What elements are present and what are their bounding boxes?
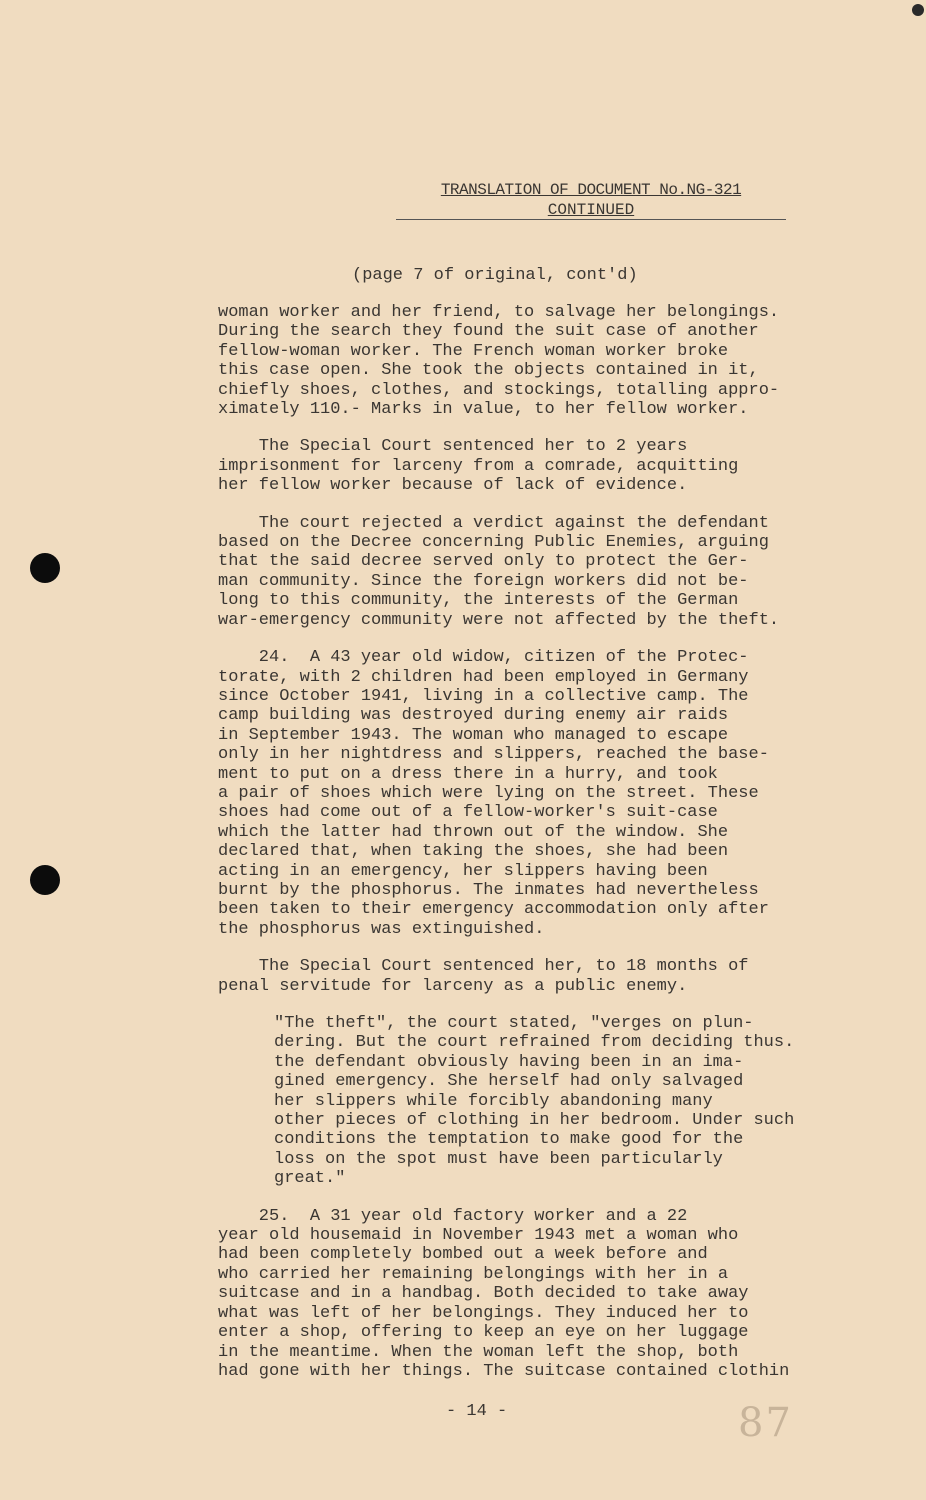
page-reference: (page 7 of original, cont'd)	[352, 266, 638, 285]
document-header	[396, 180, 786, 220]
text-line: suitcase and in a handbag. Both decided to take away	[218, 1284, 749, 1304]
header-title-line1: TRANSLATION OF DOCUMENT No.NG-321	[440, 181, 742, 199]
text-line: declared that, when taking the shoes, she had been	[218, 842, 729, 862]
text-line: dering. But the court refrained from deciding thus.	[274, 1033, 795, 1053]
paragraph	[218, 1207, 878, 1382]
text-line: penal servitude for larceny as a public enemy.	[218, 976, 688, 996]
punch-hole-lower	[30, 865, 60, 895]
text-line: had been completely bombed out a week before and	[218, 1245, 708, 1265]
text-line: had gone with her things. The suitcase contained clothin	[218, 1361, 790, 1381]
text-line: based on the Decree concerning Public Enemies, arguing	[218, 533, 769, 553]
text-line: The Special Court sentenced her to 2 years	[218, 437, 688, 457]
text-line: camp building was destroyed during enemy air raids	[218, 706, 729, 726]
text-line: only in her nightdress and slippers, reached the base-	[218, 745, 769, 765]
page-number: - 14 -	[446, 1402, 508, 1421]
text-line: gined emergency. She herself had only salvaged	[274, 1072, 744, 1092]
text-line: ment to put on a dress there in a hurry, and took	[218, 764, 718, 784]
text-line: that the said decree served only to protect the Ger-	[218, 552, 749, 572]
text-line: what was left of her belongings. They induced her to	[218, 1303, 749, 1323]
text-line: enter a shop, offering to keep an eye on her luggage	[218, 1323, 749, 1343]
text-line: During the search they found the suit case of another	[218, 322, 759, 342]
paragraph	[218, 303, 878, 419]
handwritten-page-number: 87	[738, 1400, 793, 1446]
text-line: conditions the temptation to make good for the	[274, 1130, 744, 1150]
header-title-line2: CONTINUED	[547, 201, 635, 219]
text-line: 25. A 31 year old factory worker and a 22	[218, 1206, 688, 1226]
text-line: 24. A 43 year old widow, citizen of the Protec-	[218, 648, 749, 668]
text-line: torate, with 2 children had been employed in Germany	[218, 667, 749, 687]
text-line: this case open. She took the objects contained in it,	[218, 361, 759, 381]
text-line: the defendant obviously having been in an ima-	[274, 1052, 744, 1072]
text-line: loss on the spot must have been particularly	[274, 1149, 723, 1169]
text-line: ximately 110.- Marks in value, to her fellow worker.	[218, 400, 749, 420]
quoted-paragraph	[274, 1014, 878, 1189]
paragraph	[218, 437, 878, 495]
text-line: acting in an emergency, her slippers having been	[218, 861, 708, 881]
header-rule	[396, 219, 786, 220]
body-text	[218, 303, 878, 1399]
text-line: been taken to their emergency accommodation only after	[218, 900, 769, 920]
text-line: shoes had come out of a fellow-worker's suit-case	[218, 803, 718, 823]
text-line: man community. Since the foreign workers did not be-	[218, 571, 749, 591]
text-line: long to this community, the interests of the German	[218, 591, 739, 611]
paragraph	[218, 648, 878, 939]
text-line: other pieces of clothing in her bedroom. Under such	[274, 1111, 795, 1131]
text-line: imprisonment for larceny from a comrade, acquitting	[218, 456, 739, 476]
text-line: The court rejected a verdict against the defendant	[218, 513, 769, 533]
text-line: year old housemaid in November 1943 met a woman who	[218, 1226, 739, 1246]
corner-mark	[912, 4, 924, 16]
text-line: The Special Court sentenced her, to 18 months of	[218, 957, 749, 977]
text-line: which the latter had thrown out of the window. She	[218, 822, 729, 842]
punch-hole-upper	[30, 553, 60, 583]
text-line: woman worker and her friend, to salvage her belongings.	[218, 303, 780, 322]
paragraph	[218, 957, 878, 996]
text-line: since October 1941, living in a collective camp. The	[218, 686, 749, 706]
paragraph	[218, 514, 878, 630]
text-line: burnt by the phosphorus. The inmates had nevertheless	[218, 880, 759, 900]
text-line: her fellow worker because of lack of evidence.	[218, 476, 688, 496]
text-line: who carried her remaining belongings with her in a	[218, 1264, 729, 1284]
text-line: war-emergency community were not affected by the theft.	[218, 610, 780, 630]
text-line: a pair of shoes which were lying on the street. These	[218, 783, 759, 803]
text-line: fellow-woman worker. The French woman worker broke	[218, 341, 729, 361]
text-line: in the meantime. When the woman left the shop, both	[218, 1342, 739, 1362]
text-line: chiefly shoes, clothes, and stockings, totalling appro-	[218, 380, 780, 400]
text-line: great."	[274, 1169, 346, 1189]
text-line: in September 1943. The woman who managed to escape	[218, 725, 729, 745]
text-line: her slippers while forcibly abandoning many	[274, 1091, 713, 1111]
text-line: the phosphorus was extinguished.	[218, 919, 545, 939]
text-line: "The theft", the court stated, "verges on plun-	[274, 1014, 754, 1033]
